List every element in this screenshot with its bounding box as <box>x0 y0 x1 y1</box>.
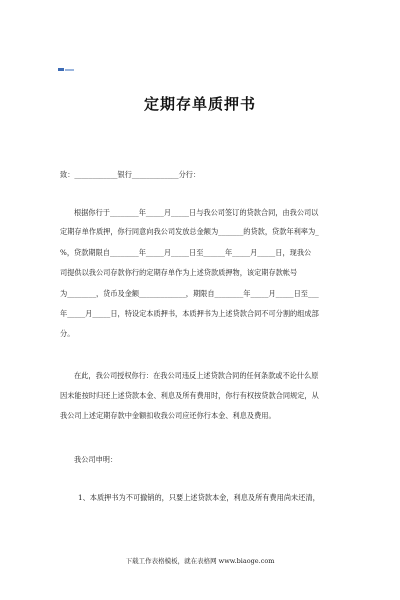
paragraph1-line-5: 为________，货币及金额_____________，期限自________年_____月_____日至___ <box>60 289 319 298</box>
addressee-line: 致：____________银行_____________分行： <box>60 170 201 179</box>
footer-source-link[interactable]: 下载工作表格模板，就在表格网 www.biaoge.com <box>125 557 275 565</box>
paragraph2-line-3: 我公司上述定期存款中金额扣收我公司应还你行本金、利息及费用。 <box>60 411 276 420</box>
paragraph1-line-6: 年_____月_____日，特设定本质押书，本质押书为上述贷款合同不可分割的组成部 <box>60 309 319 318</box>
paragraph1-line-7: 分。 <box>60 329 75 338</box>
paragraph1-line-1: 根据你行于________年_____月_____日与我公司签订的贷款合同，由我公司以 <box>74 208 319 217</box>
paragraph1-line-4: 司提供以我公司存款你行的定期存单作为上述贷款质押物，该定期存款帐号 <box>60 268 298 277</box>
logo-text-mark <box>65 69 74 71</box>
paragraph1-line-3: %，贷款期限自________年_____月_____日至______年_____月_____日，现我公 <box>60 248 312 257</box>
declaration-heading: 我公司申明： <box>74 455 118 464</box>
paragraph2-line-2: 因未能按时归还上述贷款本金、利息及所有费用时，你行有权按贷款合同规定，从 <box>60 391 319 400</box>
clause-1: 1、本质押书为不可撤销的，只要上述贷款本金，利息及所有费用尚未还清， <box>78 493 320 502</box>
logo-mark <box>58 68 64 71</box>
site-logo <box>58 68 74 71</box>
paragraph1-line-2: 定期存单作质押，你行同意向我公司发放总金额为_______的贷款，贷款年利率为_ <box>60 227 319 236</box>
document-title: 定期存单质押书 <box>143 95 256 113</box>
paragraph2-line-1: 在此，我公司授权你行：在我公司违反上述贷款合同的任何条款或不论什么原 <box>74 371 319 380</box>
